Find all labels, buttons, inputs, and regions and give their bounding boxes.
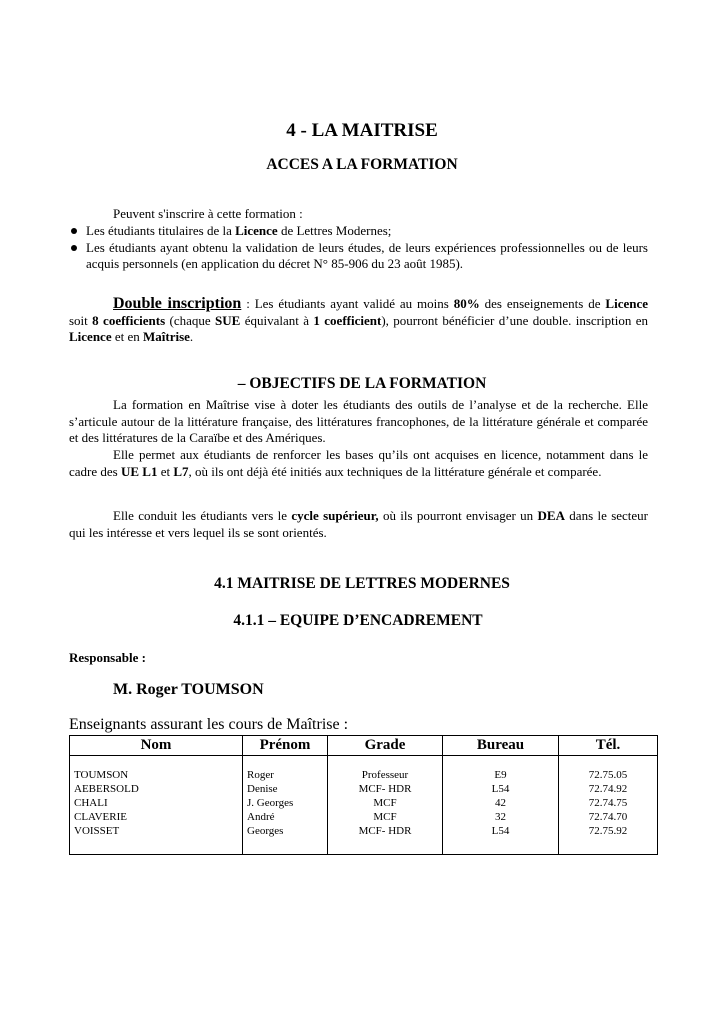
column-header-tel: Tél. bbox=[559, 736, 658, 756]
cell-nom: AEBERSOLD bbox=[70, 782, 243, 796]
eligibility-list bbox=[69, 223, 648, 273]
cell-grade: MCF bbox=[328, 796, 443, 810]
double-inscription-paragraph: Double inscription : Les étudiants ayant validé au moins 80% des enseignements de Licence soit 8 coefficients (chaque SUE équivalant à 1 coefficient), pourront bénéficier d’une double. inscription en Licence et en Maîtrise. bbox=[69, 295, 649, 344]
cell-prenom: J. Georges bbox=[243, 796, 328, 810]
cell-prenom: Georges bbox=[243, 824, 328, 838]
table-row bbox=[70, 768, 658, 782]
responsable-name: M. Roger TOUMSON bbox=[113, 681, 264, 698]
column-header-bureau: Bureau bbox=[443, 736, 559, 756]
cell-nom: CLAVERIE bbox=[70, 810, 243, 824]
cell-tel: 72.75.92 bbox=[559, 824, 658, 838]
cell-tel: 72.74.75 bbox=[559, 796, 658, 810]
cell-nom: VOISSET bbox=[70, 824, 243, 838]
table-row bbox=[70, 810, 658, 824]
cell-prenom: André bbox=[243, 810, 328, 824]
cell-grade: Professeur bbox=[328, 768, 443, 782]
cell-prenom: Roger bbox=[243, 768, 328, 782]
list-item: Les étudiants ayant obtenu la validation de leurs études, de leurs expériences professionnelles ou de leurs acquis personnels (en application du décret N° 85-906 du 23 août 1985). bbox=[69, 240, 648, 273]
cell-nom: CHALI bbox=[70, 796, 243, 810]
page-title: 4 - LA MAITRISE bbox=[286, 120, 438, 141]
table-row bbox=[70, 782, 658, 796]
staff-table bbox=[69, 735, 658, 855]
objectifs-paragraph-2: Elle permet aux étudiants de renforcer les bases qu’ils ont acquises en licence, notamment dans le cadre des UE L1 et L7, où ils ont déjà été initiés aux techniques de la littérature générale et comparée. bbox=[69, 447, 648, 479]
column-header-prenom: Prénom bbox=[243, 736, 328, 756]
cell-bureau: 42 bbox=[443, 796, 559, 810]
cell-tel: 72.74.92 bbox=[559, 782, 658, 796]
objectifs-paragraph-1: La formation en Maîtrise vise à doter les étudiants des outils de l’analyse et de la recherche. Elle s’articule autour de la littérature française, des littératures francophones, de la littérature générale et comparée et des littératures de la Caraïbe et des Amériques. bbox=[69, 397, 648, 445]
section-heading-acces: ACCES A LA FORMATION bbox=[266, 156, 458, 173]
section-heading-maitrise-lettres: 4.1 MAITRISE DE LETTRES MODERNES bbox=[214, 575, 510, 592]
cell-grade: MCF- HDR bbox=[328, 782, 443, 796]
cell-grade: MCF- HDR bbox=[328, 824, 443, 838]
cell-prenom: Denise bbox=[243, 782, 328, 796]
objectifs-paragraph-3: Elle conduit les étudiants vers le cycle supérieur, où ils pourront envisager un DEA dans le secteur qui les intéresse et vers lequel ils se sont orientés. bbox=[69, 508, 648, 540]
cell-tel: 72.75.05 bbox=[559, 768, 658, 782]
section-heading-equipe: 4.1.1 – EQUIPE D’ENCADREMENT bbox=[233, 612, 483, 629]
cell-tel: 72.74.70 bbox=[559, 810, 658, 824]
table-row bbox=[70, 824, 658, 838]
column-header-nom: Nom bbox=[70, 736, 243, 756]
responsable-label: Responsable : bbox=[69, 650, 146, 665]
cell-bureau: E9 bbox=[443, 768, 559, 782]
table-header-row bbox=[70, 736, 658, 756]
cell-nom: TOUMSON bbox=[70, 768, 243, 782]
cell-grade: MCF bbox=[328, 810, 443, 824]
intro-text: Peuvent s'inscrire à cette formation : bbox=[113, 206, 303, 221]
list-item: Les étudiants titulaires de la Licence de Lettres Modernes; bbox=[69, 223, 648, 240]
double-inscription-label: Double inscription bbox=[113, 295, 242, 312]
column-header-grade: Grade bbox=[328, 736, 443, 756]
table-caption: Enseignants assurant les cours de Maîtrise : bbox=[69, 716, 349, 733]
table-row bbox=[70, 796, 658, 810]
section-heading-objectifs: – OBJECTIFS DE LA FORMATION bbox=[237, 375, 487, 392]
cell-bureau: 32 bbox=[443, 810, 559, 824]
cell-bureau: L54 bbox=[443, 824, 559, 838]
cell-bureau: L54 bbox=[443, 782, 559, 796]
